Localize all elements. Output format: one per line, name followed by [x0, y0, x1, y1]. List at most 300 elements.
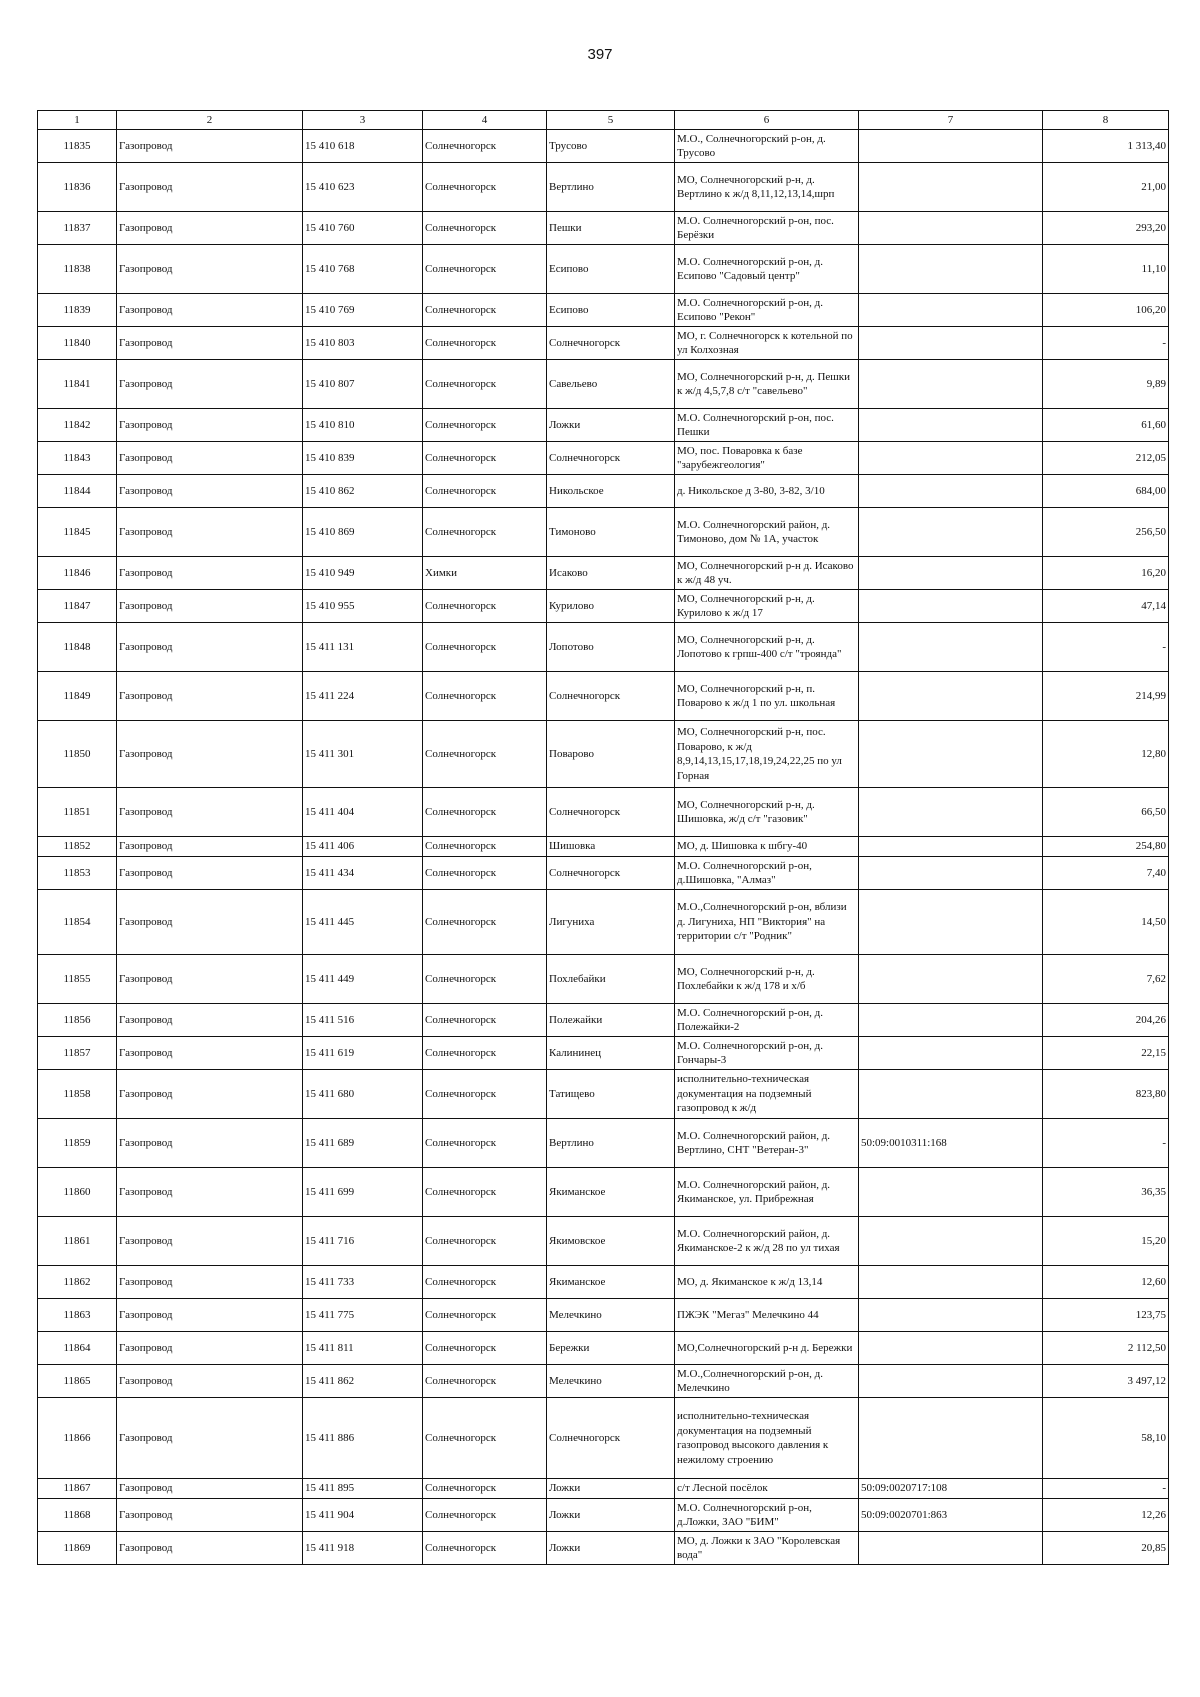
inventory-number-cell: 15 410 768 [303, 245, 423, 294]
district-cell: Солнечногорск [423, 1119, 547, 1168]
value-cell: 36,35 [1043, 1168, 1169, 1217]
district-cell: Солнечногорск [423, 508, 547, 557]
inventory-number-cell: 15 410 803 [303, 327, 423, 360]
object-name-cell: Газопровод [117, 1217, 303, 1266]
district-cell: Солнечногорск [423, 475, 547, 508]
table-row [38, 1398, 1169, 1479]
address-cell: МО, Солнечногорский р-н, п. Поварово к ж/д 1 по ул. школьная [675, 672, 859, 721]
object-name-cell: Газопровод [117, 672, 303, 721]
header-row [38, 111, 1169, 130]
district-cell: Солнечногорск [423, 1365, 547, 1398]
inventory-number-cell: 15 411 434 [303, 857, 423, 890]
value-cell: 3 497,12 [1043, 1365, 1169, 1398]
row-number-cell: 11851 [38, 788, 117, 837]
object-name-cell: Газопровод [117, 212, 303, 245]
table-row [38, 1004, 1169, 1037]
address-cell: М.О. Солнечногорский р-он, д. Гончары-3 [675, 1037, 859, 1070]
table-row [38, 1299, 1169, 1332]
locality-cell: Поварово [547, 721, 675, 788]
cadastral-number-cell: 50:09:0010311:168 [859, 1119, 1043, 1168]
table-row [38, 212, 1169, 245]
cadastral-number-cell [859, 130, 1043, 163]
locality-cell: Солнечногорск [547, 327, 675, 360]
locality-cell: Солнечногорск [547, 788, 675, 837]
object-name-cell: Газопровод [117, 1332, 303, 1365]
table-row [38, 245, 1169, 294]
table-row [38, 857, 1169, 890]
cadastral-number-cell [859, 557, 1043, 590]
value-cell: 66,50 [1043, 788, 1169, 837]
address-cell: МО, д. Якиманское к ж/д 13,14 [675, 1266, 859, 1299]
column-header: 3 [303, 111, 423, 130]
object-name-cell: Газопровод [117, 557, 303, 590]
address-cell: МО, д. Шишовка к шбгу-40 [675, 837, 859, 857]
locality-cell: Якиманское [547, 1168, 675, 1217]
locality-cell: Татищево [547, 1070, 675, 1119]
table-row [38, 163, 1169, 212]
value-cell: - [1043, 1479, 1169, 1499]
column-header: 2 [117, 111, 303, 130]
object-name-cell: Газопровод [117, 163, 303, 212]
table-row [38, 557, 1169, 590]
inventory-number-cell: 15 411 862 [303, 1365, 423, 1398]
cadastral-number-cell [859, 1266, 1043, 1299]
inventory-number-cell: 15 410 623 [303, 163, 423, 212]
table-row [38, 1365, 1169, 1398]
row-number-cell: 11848 [38, 623, 117, 672]
row-number-cell: 11847 [38, 590, 117, 623]
value-cell: 123,75 [1043, 1299, 1169, 1332]
cadastral-number-cell [859, 475, 1043, 508]
value-cell: - [1043, 327, 1169, 360]
address-cell: М.О. Солнечногорский р-он, пос. Пешки [675, 409, 859, 442]
table-row [38, 1532, 1169, 1565]
cadastral-number-cell [859, 955, 1043, 1004]
locality-cell: Якиманское [547, 1266, 675, 1299]
object-name-cell: Газопровод [117, 508, 303, 557]
column-header: 7 [859, 111, 1043, 130]
cadastral-number-cell [859, 1217, 1043, 1266]
locality-cell: Шишовка [547, 837, 675, 857]
inventory-number-cell: 15 411 449 [303, 955, 423, 1004]
district-cell: Солнечногорск [423, 245, 547, 294]
inventory-number-cell: 15 410 839 [303, 442, 423, 475]
address-cell: М.О. Солнечногорский р-он, д.Шишовка, "Алмаз" [675, 857, 859, 890]
table-row [38, 1070, 1169, 1119]
row-number-cell: 11852 [38, 837, 117, 857]
cadastral-number-cell [859, 590, 1043, 623]
value-cell: 11,10 [1043, 245, 1169, 294]
inventory-number-cell: 15 411 811 [303, 1332, 423, 1365]
object-name-cell: Газопровод [117, 1499, 303, 1532]
object-name-cell: Газопровод [117, 788, 303, 837]
district-cell: Солнечногорск [423, 1499, 547, 1532]
cadastral-number-cell [859, 442, 1043, 475]
table-row [38, 1499, 1169, 1532]
table-row [38, 721, 1169, 788]
district-cell: Солнечногорск [423, 1168, 547, 1217]
cadastral-number-cell [859, 1070, 1043, 1119]
locality-cell: Есипово [547, 294, 675, 327]
object-name-cell: Газопровод [117, 1299, 303, 1332]
district-cell: Солнечногорск [423, 360, 547, 409]
district-cell: Солнечногорск [423, 837, 547, 857]
row-number-cell: 11836 [38, 163, 117, 212]
inventory-number-cell: 15 410 769 [303, 294, 423, 327]
cadastral-number-cell [859, 294, 1043, 327]
address-cell: М.О. Солнечногорский район, д. Якиманское-2 к ж/д 28 по ул тихая [675, 1217, 859, 1266]
district-cell: Солнечногорск [423, 623, 547, 672]
inventory-number-cell: 15 411 404 [303, 788, 423, 837]
object-name-cell: Газопровод [117, 837, 303, 857]
locality-cell: Калининец [547, 1037, 675, 1070]
table-row [38, 672, 1169, 721]
table-row [38, 1479, 1169, 1499]
locality-cell: Тимоново [547, 508, 675, 557]
object-name-cell: Газопровод [117, 590, 303, 623]
value-cell: 12,60 [1043, 1266, 1169, 1299]
value-cell: 7,62 [1043, 955, 1169, 1004]
locality-cell: Исаково [547, 557, 675, 590]
table-row [38, 788, 1169, 837]
inventory-number-cell: 15 411 131 [303, 623, 423, 672]
inventory-number-cell: 15 411 775 [303, 1299, 423, 1332]
cadastral-number-cell [859, 1004, 1043, 1037]
value-cell: - [1043, 1119, 1169, 1168]
address-cell: М.О. Солнечногорский район, д. Вертлино, СНТ "Ветеран-3" [675, 1119, 859, 1168]
district-cell: Солнечногорск [423, 1332, 547, 1365]
value-cell: 47,14 [1043, 590, 1169, 623]
value-cell: 14,50 [1043, 890, 1169, 955]
cadastral-number-cell [859, 245, 1043, 294]
district-cell: Химки [423, 557, 547, 590]
row-number-cell: 11869 [38, 1532, 117, 1565]
cadastral-number-cell [859, 508, 1043, 557]
address-cell: М.О., Солнечногорский р-он, д. Трусово [675, 130, 859, 163]
address-cell: исполнительно-техническая документация на подземный газопровод к ж/д [675, 1070, 859, 1119]
district-cell: Солнечногорск [423, 672, 547, 721]
district-cell: Солнечногорск [423, 890, 547, 955]
inventory-number-cell: 15 411 445 [303, 890, 423, 955]
cadastral-number-cell [859, 360, 1043, 409]
row-number-cell: 11842 [38, 409, 117, 442]
row-number-cell: 11856 [38, 1004, 117, 1037]
cadastral-number-cell [859, 163, 1043, 212]
value-cell: 823,80 [1043, 1070, 1169, 1119]
table-row [38, 1217, 1169, 1266]
address-cell: М.О.,Солнечногорский р-он, д. Мелечкино [675, 1365, 859, 1398]
locality-cell: Трусово [547, 130, 675, 163]
cadastral-number-cell [859, 409, 1043, 442]
locality-cell: Ложки [547, 1532, 675, 1565]
inventory-number-cell: 15 411 224 [303, 672, 423, 721]
value-cell: 684,00 [1043, 475, 1169, 508]
row-number-cell: 11845 [38, 508, 117, 557]
locality-cell: Ложки [547, 1499, 675, 1532]
cadastral-number-cell [859, 1299, 1043, 1332]
table-row [38, 327, 1169, 360]
object-name-cell: Газопровод [117, 130, 303, 163]
cadastral-number-cell [859, 1532, 1043, 1565]
district-cell: Солнечногорск [423, 1037, 547, 1070]
inventory-number-cell: 15 411 918 [303, 1532, 423, 1565]
cadastral-number-cell [859, 788, 1043, 837]
row-number-cell: 11850 [38, 721, 117, 788]
table-row [38, 837, 1169, 857]
address-cell: МО, Солнечногорский р-н, д. Пешки к ж/д 4,5,7,8 с/т "савельево" [675, 360, 859, 409]
locality-cell: Вертлино [547, 163, 675, 212]
table-row [38, 409, 1169, 442]
row-number-cell: 11861 [38, 1217, 117, 1266]
district-cell: Солнечногорск [423, 788, 547, 837]
district-cell: Солнечногорск [423, 130, 547, 163]
address-cell: М.О. Солнечногорский р-он, д. Полежайки-2 [675, 1004, 859, 1037]
locality-cell: Полежайки [547, 1004, 675, 1037]
table-row [38, 890, 1169, 955]
cadastral-number-cell [859, 212, 1043, 245]
value-cell: 1 313,40 [1043, 130, 1169, 163]
locality-cell: Пешки [547, 212, 675, 245]
inventory-number-cell: 15 410 949 [303, 557, 423, 590]
object-name-cell: Газопровод [117, 1070, 303, 1119]
inventory-number-cell: 15 411 516 [303, 1004, 423, 1037]
row-number-cell: 11868 [38, 1499, 117, 1532]
object-name-cell: Газопровод [117, 1119, 303, 1168]
inventory-number-cell: 15 411 680 [303, 1070, 423, 1119]
object-name-cell: Газопровод [117, 475, 303, 508]
district-cell: Солнечногорск [423, 721, 547, 788]
cadastral-number-cell [859, 890, 1043, 955]
address-cell: МО, г. Солнечногорск к котельной по ул Колхозная [675, 327, 859, 360]
row-number-cell: 11859 [38, 1119, 117, 1168]
object-name-cell: Газопровод [117, 294, 303, 327]
value-cell: 106,20 [1043, 294, 1169, 327]
inventory-number-cell: 15 410 955 [303, 590, 423, 623]
row-number-cell: 11843 [38, 442, 117, 475]
row-number-cell: 11837 [38, 212, 117, 245]
object-name-cell: Газопровод [117, 409, 303, 442]
district-cell: Солнечногорск [423, 857, 547, 890]
object-name-cell: Газопровод [117, 1004, 303, 1037]
address-cell: МО, пос. Поваровка к базе "зарубежгеология" [675, 442, 859, 475]
value-cell: 214,99 [1043, 672, 1169, 721]
district-cell: Солнечногорск [423, 163, 547, 212]
locality-cell: Солнечногорск [547, 442, 675, 475]
value-cell: 7,40 [1043, 857, 1169, 890]
district-cell: Солнечногорск [423, 1217, 547, 1266]
district-cell: Солнечногорск [423, 590, 547, 623]
inventory-number-cell: 15 411 716 [303, 1217, 423, 1266]
cadastral-number-cell [859, 1332, 1043, 1365]
row-number-cell: 11849 [38, 672, 117, 721]
object-name-cell: Газопровод [117, 721, 303, 788]
district-cell: Солнечногорск [423, 327, 547, 360]
row-number-cell: 11862 [38, 1266, 117, 1299]
table-row [38, 955, 1169, 1004]
locality-cell: Солнечногорск [547, 672, 675, 721]
cadastral-number-cell [859, 837, 1043, 857]
value-cell: 212,05 [1043, 442, 1169, 475]
address-cell: ПЖЭК "Мегаз" Мелечкино 44 [675, 1299, 859, 1332]
registry-table [37, 110, 1169, 1565]
district-cell: Солнечногорск [423, 955, 547, 1004]
object-name-cell: Газопровод [117, 1266, 303, 1299]
value-cell: 2 112,50 [1043, 1332, 1169, 1365]
cadastral-number-cell [859, 1168, 1043, 1217]
locality-cell: Солнечногорск [547, 1398, 675, 1479]
locality-cell: Вертлино [547, 1119, 675, 1168]
table-row [38, 508, 1169, 557]
row-number-cell: 11841 [38, 360, 117, 409]
locality-cell: Похлебайки [547, 955, 675, 1004]
column-header: 8 [1043, 111, 1169, 130]
object-name-cell: Газопровод [117, 857, 303, 890]
table-row [38, 442, 1169, 475]
district-cell: Солнечногорск [423, 1299, 547, 1332]
locality-cell: Мелечкино [547, 1299, 675, 1332]
cadastral-number-cell: 50:09:0020701:863 [859, 1499, 1043, 1532]
inventory-number-cell: 15 410 862 [303, 475, 423, 508]
row-number-cell: 11855 [38, 955, 117, 1004]
district-cell: Солнечногорск [423, 409, 547, 442]
row-number-cell: 11867 [38, 1479, 117, 1499]
value-cell: 16,20 [1043, 557, 1169, 590]
address-cell: МО,Солнечногорский р-н д. Бережки [675, 1332, 859, 1365]
value-cell: 254,80 [1043, 837, 1169, 857]
address-cell: д. Никольское д 3-80, 3-82, 3/10 [675, 475, 859, 508]
value-cell: 22,15 [1043, 1037, 1169, 1070]
locality-cell: Бережки [547, 1332, 675, 1365]
column-header: 1 [38, 111, 117, 130]
inventory-number-cell: 15 410 810 [303, 409, 423, 442]
address-cell: МО, Солнечногорский р-н, д. Похлебайки к ж/д 178 и х/б [675, 955, 859, 1004]
inventory-number-cell: 15 411 699 [303, 1168, 423, 1217]
address-cell: М.О. Солнечногорский р-он, д. Есипово "Садовый центр" [675, 245, 859, 294]
district-cell: Солнечногорск [423, 1004, 547, 1037]
cadastral-number-cell [859, 672, 1043, 721]
address-cell: М.О. Солнечногорский р-он, пос. Берёзки [675, 212, 859, 245]
address-cell: с/т Лесной посёлок [675, 1479, 859, 1499]
locality-cell: Никольское [547, 475, 675, 508]
address-cell: МО, Солнечногорский р-н, пос. Поварово, к ж/д 8,9,14,13,15,17,18,19,24,22,25 по ул Горная [675, 721, 859, 788]
locality-cell: Ложки [547, 409, 675, 442]
value-cell: 12,80 [1043, 721, 1169, 788]
address-cell: МО, д. Ложки к ЗАО "Королевская вода" [675, 1532, 859, 1565]
value-cell: 256,50 [1043, 508, 1169, 557]
object-name-cell: Газопровод [117, 623, 303, 672]
inventory-number-cell: 15 411 406 [303, 837, 423, 857]
row-number-cell: 11854 [38, 890, 117, 955]
cadastral-number-cell: 50:09:0020717:108 [859, 1479, 1043, 1499]
cadastral-number-cell [859, 327, 1043, 360]
cadastral-number-cell [859, 721, 1043, 788]
object-name-cell: Газопровод [117, 955, 303, 1004]
object-name-cell: Газопровод [117, 1398, 303, 1479]
inventory-number-cell: 15 410 618 [303, 130, 423, 163]
table-row [38, 1266, 1169, 1299]
inventory-number-cell: 15 410 807 [303, 360, 423, 409]
object-name-cell: Газопровод [117, 360, 303, 409]
object-name-cell: Газопровод [117, 1168, 303, 1217]
address-cell: МО, Солнечногорский р-н, д. Курилово к ж/д 17 [675, 590, 859, 623]
cadastral-number-cell [859, 1037, 1043, 1070]
address-cell: МО, Солнечногорский р-н д. Исаково к ж/д 48 уч. [675, 557, 859, 590]
locality-cell: Лигуниха [547, 890, 675, 955]
row-number-cell: 11835 [38, 130, 117, 163]
value-cell: 21,00 [1043, 163, 1169, 212]
row-number-cell: 11857 [38, 1037, 117, 1070]
row-number-cell: 11863 [38, 1299, 117, 1332]
row-number-cell: 11860 [38, 1168, 117, 1217]
object-name-cell: Газопровод [117, 245, 303, 294]
column-header: 5 [547, 111, 675, 130]
object-name-cell: Газопровод [117, 1037, 303, 1070]
table-row [38, 360, 1169, 409]
object-name-cell: Газопровод [117, 1365, 303, 1398]
object-name-cell: Газопровод [117, 890, 303, 955]
object-name-cell: Газопровод [117, 1532, 303, 1565]
district-cell: Солнечногорск [423, 442, 547, 475]
value-cell: 15,20 [1043, 1217, 1169, 1266]
table-row [38, 1332, 1169, 1365]
district-cell: Солнечногорск [423, 1266, 547, 1299]
object-name-cell: Газопровод [117, 1479, 303, 1499]
value-cell: 61,60 [1043, 409, 1169, 442]
table-row [38, 130, 1169, 163]
district-cell: Солнечногорск [423, 294, 547, 327]
table-row [38, 590, 1169, 623]
value-cell: 204,26 [1043, 1004, 1169, 1037]
value-cell: 58,10 [1043, 1398, 1169, 1479]
address-cell: исполнительно-техническая документация на подземный газопровод высокого давления к нежилому строению [675, 1398, 859, 1479]
locality-cell: Якимовское [547, 1217, 675, 1266]
table-row [38, 623, 1169, 672]
inventory-number-cell: 15 411 886 [303, 1398, 423, 1479]
locality-cell: Курилово [547, 590, 675, 623]
district-cell: Солнечногорск [423, 1398, 547, 1479]
value-cell: - [1043, 623, 1169, 672]
row-number-cell: 11844 [38, 475, 117, 508]
locality-cell: Солнечногорск [547, 857, 675, 890]
row-number-cell: 11865 [38, 1365, 117, 1398]
table-row [38, 1119, 1169, 1168]
district-cell: Солнечногорск [423, 1070, 547, 1119]
table-row [38, 1037, 1169, 1070]
table-row [38, 1168, 1169, 1217]
inventory-number-cell: 15 411 895 [303, 1479, 423, 1499]
inventory-number-cell: 15 411 619 [303, 1037, 423, 1070]
locality-cell: Савельево [547, 360, 675, 409]
cadastral-number-cell [859, 857, 1043, 890]
district-cell: Солнечногорск [423, 1532, 547, 1565]
inventory-number-cell: 15 411 689 [303, 1119, 423, 1168]
locality-cell: Есипово [547, 245, 675, 294]
inventory-number-cell: 15 411 301 [303, 721, 423, 788]
cadastral-number-cell [859, 1365, 1043, 1398]
address-cell: М.О. Солнечногорский район, д. Якиманское, ул. Прибрежная [675, 1168, 859, 1217]
row-number-cell: 11846 [38, 557, 117, 590]
cadastral-number-cell [859, 623, 1043, 672]
address-cell: М.О. Солнечногорский р-он, д. Есипово "Рекон" [675, 294, 859, 327]
row-number-cell: 11839 [38, 294, 117, 327]
inventory-number-cell: 15 411 904 [303, 1499, 423, 1532]
address-cell: МО, Солнечногорский р-н, д. Шишовка, ж/д с/т "газовик" [675, 788, 859, 837]
row-number-cell: 11838 [38, 245, 117, 294]
value-cell: 12,26 [1043, 1499, 1169, 1532]
value-cell: 293,20 [1043, 212, 1169, 245]
object-name-cell: Газопровод [117, 442, 303, 475]
column-header: 6 [675, 111, 859, 130]
